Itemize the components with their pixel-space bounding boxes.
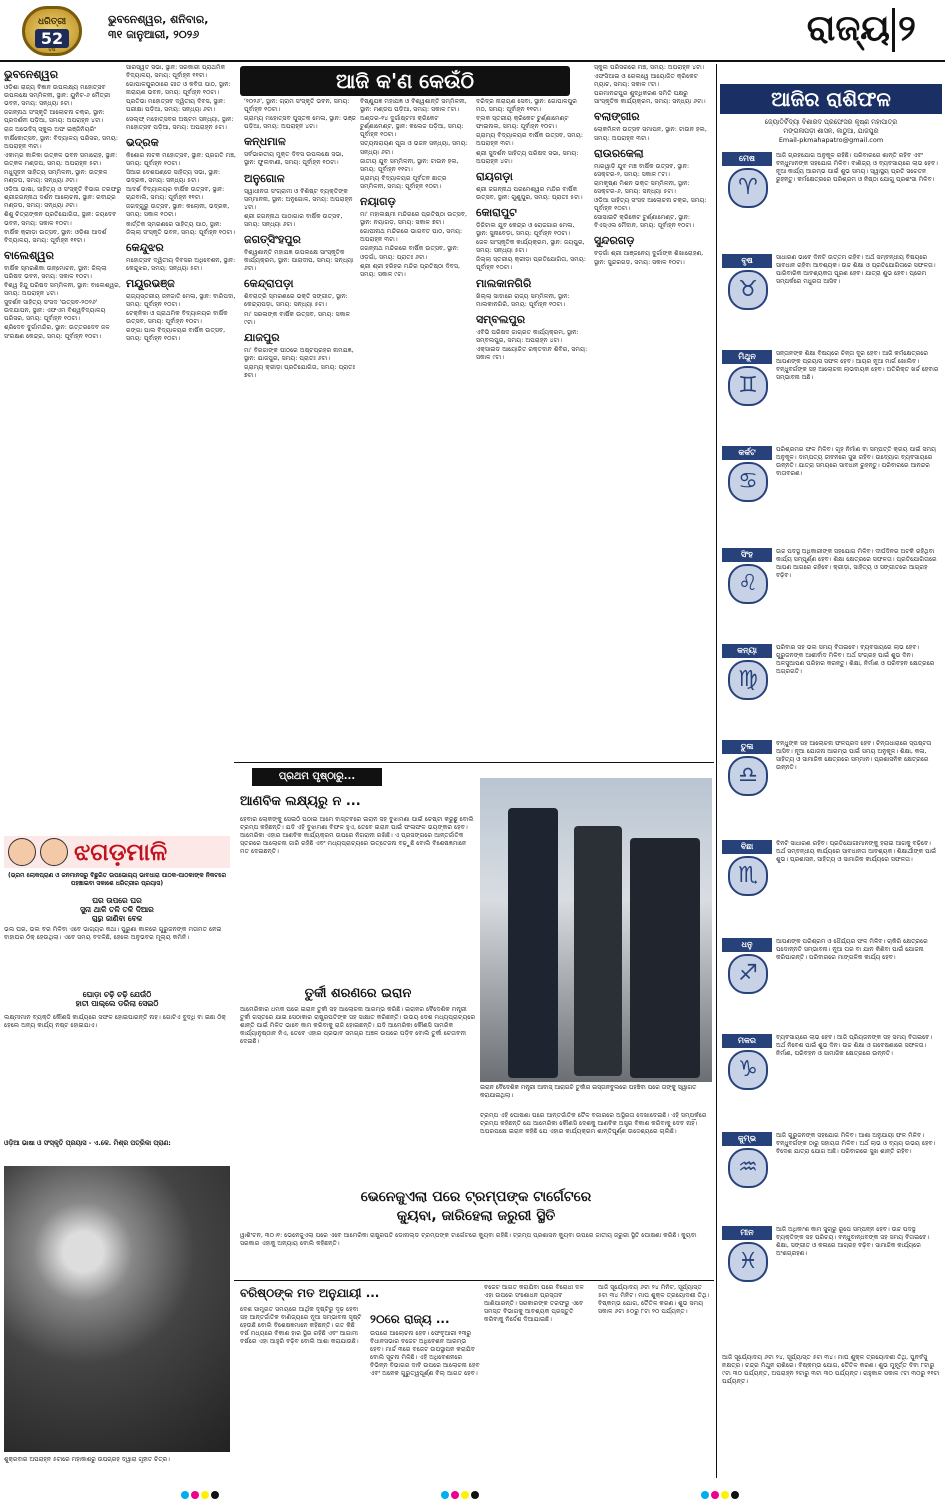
event-item: ଶ୍ରୀ ଜଗନ୍ନାଥ ପାଠାଗାର ବାର୍ଷିକ ଉତ୍ସବ, ସମୟ: ସନ୍ଧ୍ୟା ୬ଟା। <box>244 212 343 228</box>
event-item: ମାରୱାଡ଼ି ଯୁବ ମଞ୍ଚ ବାର୍ଷିକ ଉତ୍ସବ, ସ୍ଥାନ: ସେକ୍ଟର-୨, ସମୟ: ସକାଳ ୮ଟା। <box>594 162 690 178</box>
event-item: କାର୍ତ୍ତିକ ସ୍ମରଣରେ ସାହିତ୍ୟ ପାଠ, ସ୍ଥାନ: ଜିଲ୍ଲା ସଂସ୍କୃତି ଭବନ, ସମୟ: ପୂର୍ବାହ୍ନ ୧୦ଟା। <box>126 220 236 236</box>
event-item: ମା' ମହାଲକ୍ଷ୍ମୀ ମନ୍ଦିରରେ ପ୍ରତିଷ୍ଠା ଉତ୍ସବ, ସ୍ଥାନ: ନୟାଗଡ଼, ସମୟ: ସକାଳ ୭ଟା। <box>360 211 468 227</box>
horoscope-sign <box>722 938 942 1030</box>
face-icon <box>40 838 68 866</box>
event-item: ଶ୍ରୀ ଶ୍ରୀ ହରିହର ମନ୍ଦିର ପ୍ରତିଷ୍ଠା ଦିବସ, ସମୟ: ସକାଳ ୯ଟା। <box>360 262 461 278</box>
event-item: ଶ୍ରିଦେବ ଦୁର୍ଗାମନ୍ଦିର, ସ୍ଥାନ: ଉତ୍ତରଦେବ ଜଳ ସଂରକ୍ଷଣ କେନ୍ଦ୍ର, ସମୟ: ପୂର୍ବାହ୍ନ ୧୦ଟା। <box>4 324 110 340</box>
sign-forecast: ସାଧାରଣ ଭାବେ ଦିନଟି ଉତ୍ତମ ରହିବ। ଅର୍ଥ ସମ୍ବନ୍ଧୀୟ ବିଷୟରେ ସାବଧାନ ରହିବା ଆବଶ୍ୟକ। ଉଚ୍ଚ ଶିକ୍ଷା ଓ ପ୍ରତିଯୋଗିତାରେ ସଫଳତା। ପାରିବାରିକ ଆବଶ୍ୟକତା ପୂରଣ ହେବ। ଯାତ୍ରା ଶୁଭ ହେବ। ପ୍ରେମ ସମ୍ପର୍କରେ ମଧୁରତା ଆସିବ। <box>776 254 936 285</box>
article-cuba: ୱାଶିଂଟନ, ୩୦।୧: ଭେନେଜୁଏଲା ପରେ ଏବେ ଆମେରିକା ରାଷ୍ଟ୍ରପତି ଡୋନାଲ୍ଡ ଟ୍ରମ୍ପଙ୍କ ଟାର୍ଗେଟରେ କ୍ୟୁବା ରହିଛି। ଟ୍ରମ୍ପ ପ୍ରଶାସନ କ୍ୟୁବା ଉପରେ ଜାତୀୟ ଜରୁରୀ ସ୍ଥିତି ଘୋଷଣା କରିଛି। କ୍ୟୁବା ସରକାର ଏହାକୁ ଅନ୍ୟାୟ ବୋଲି କହିଛନ୍ତି। <box>240 1232 697 1248</box>
district-heading: କେନ୍ଦୁଝର <box>126 240 164 254</box>
events-column-4 <box>360 98 472 758</box>
event-item: ରାଜ ଅଭେଦିସ୍ ସ୍କୁଲ ଅଫ ଇଞ୍ଜିନିୟରିଂ ବାର୍ଷିକୋତ୍ସବ, ସ୍ଥାନ: ବିଦ୍ୟାଳୟ ପରିସର, ସମୟ: ଅପରାହ୍ନ ୩ଟା। <box>4 126 118 150</box>
event-item: ବାର୍ଷିକ ସ୍ମରଣିକା ଉନ୍ମୋଚନ, ସ୍ଥାନ: ଜିଲ୍ଲା ପରିଷଦ ଭବନ, ସମୟ: ସକାଳ ୧୦ଟା। <box>4 264 107 280</box>
horoscope-sign <box>722 350 942 442</box>
event-item: ବିଷ୍ଣୁଯଜ୍ଞ ମହାଯଜ୍ଞ ଓ ବିଶ୍ୱଶାନ୍ତି ସମ୍ମିଳନୀ, ସ୍ଥାନ: ମଣ୍ଡପ ପଡ଼ିଆ, ସମୟ: ସକାଳ ୮ଟା। <box>360 98 467 114</box>
sign-forecast: ବନ୍ଧୁଙ୍କ ସହ ଆଲୋଚନା ଫଳପ୍ରଦ ହେବ। ଚିନ୍ତାଧାରାରେ ସ୍ପଷ୍ଟତା ଆସିବ। ନୂଆ ଯୋଜନା ଆରମ୍ଭ ପାଇଁ ସମୟ ଅନୁକୂଳ। ଶିକ୍ଷା, କଳା, ସାହିତ୍ୟ ଓ ସାମାଜିକ କ୍ଷେତ୍ରରେ ସମ୍ମାନ। ପ୍ରଶାସନିକ କ୍ଷେତ୍ରରେ ଉନ୍ନତି। <box>776 740 932 771</box>
page-separator <box>892 8 895 52</box>
event-item: ଜିଲ୍ଲା ସ୍ତରୀୟ କ୍ରୀଡ଼ା ପ୍ରତିଯୋଗିତା, ସମୟ: ପୂର୍ବାହ୍ନ ୧୦ଟା। <box>476 256 586 272</box>
event-item: ଗ୍ରାମ୍ୟ ବିଦ୍ୟାଳୟର ପୂର୍ବତନ ଛାତ୍ର ସମ୍ମିଳନୀ, ସମୟ: ପୂର୍ବାହ୍ନ ୧୦ଟା। <box>360 174 447 190</box>
sign-name: ମୀନ <box>722 1226 772 1240</box>
event-item: ଶ୍ରୀ ଜଗନ୍ନାଥ ପରମେଶ୍ୱର ମନ୍ଦିର ବାର୍ଷିକ ଉତ୍ସବ, ସ୍ଥାନ: ଗୁଣୁପୁର, ସମୟ: ପ୍ରାତଃ ୫ଟା। <box>476 185 583 201</box>
event-item: ଅଣ୍ଡର-୧୪ ଦୁର୍ଗାଷ୍ଟମୀ କ୍ରିକେଟ ଟୁର୍ଣ୍ଣାମେଣ୍ଟ, ସ୍ଥାନ: କଲେଜ ପଡ଼ିଆ, ସମୟ: ପୂର୍ବାହ୍ନ ୧୦ଟା। <box>360 115 464 139</box>
news-photo <box>480 778 712 1082</box>
sign-forecast: ଆଜି ଗ୍ରହଯୋଗ ଅନୁକୂଳ ରହିଛି। ପରିବାରରେ ଶାନ୍ତି ରହିବ ଏବଂ ବନ୍ଧୁମାନଙ୍କ ସହଯୋଗ ମିଳିବ। ବାଣିଜ୍ୟ ଓ ବ୍ୟବସାୟରେ ଲାଭ ହେବ। ନୂଆ କାର୍ଯ୍ୟ ଆରମ୍ଭ ପାଇଁ ଶୁଭ ସମୟ। ସ୍ୱାସ୍ଥ୍ୟ ପ୍ରତି ସଚେତନ ରୁହନ୍ତୁ। କର୍ମକ୍ଷେତ୍ରରେ ପରିଶ୍ରମ ଓ ନିଷ୍ଠା ଯୋଗୁ ପ୍ରଶଂସା ମିଳିବ। <box>776 152 938 183</box>
article-turkey: ଆମେରିକାର ଧମକ ପରେ ଇରାନ ତୁର୍କୀ ସହ ଆଲୋଚନା ଆରମ୍ଭ କରିଛି। ଇରାନର ବୈଦେଶିକ ମନ୍ତ୍ରୀ ତୁର୍କୀ ଗସ୍ତରେ ଯାଇ ସେଠାକାର ରାଷ୍ଟ୍ରପତିଙ୍କ ସହ ସାକ୍ଷାତ କରିଛନ୍ତି। ଉଭୟ ଦେଶ ମଧ୍ୟପ୍ରାଚ୍ୟରେ ଶାନ୍ତି ପାଇଁ ମିଳିତ ଭାବେ କାମ କରିବାକୁ ରାଜି ହୋଇଛନ୍ତି। ଯଦି ଆମେରିକା କୌଣସି ସାମରିକ କାର୍ଯ୍ୟାନୁଷ୍ଠାନ ନିଏ, ତେବେ ଏହାର ପ୍ରଭାବ ସମଗ୍ର ଅଞ୍ଚଳ ଉପରେ ପଡ଼ିବ ବୋଲି ତୁର୍କୀ ଚେତାବନୀ ଦେଇଛି। <box>240 1006 476 1046</box>
article-almanac: ଆଜି ସୂର୍ଯ୍ୟୋଦୟ ୬ଟା ୨୪ ମିନିଟ, ସୂର୍ଯ୍ୟାସ୍ତ ୫ଟା ୩୪ ମିନିଟ। ମାଘ ଶୁକ୍ଳ ତ୍ରୟୋଦଶୀ ତିଥି। ବିଷ୍କମ୍ଭ ଯୋଗ, ତୈତିଳ କରଣ। ଶୁଭ ସମୟ ସକାଳ ୬ଟା ୫୦ରୁ ୮ଟା ୨୦ ପର୍ଯ୍ୟନ୍ତ। <box>598 1284 710 1316</box>
logo-sub: ବର୍ଷ <box>48 47 56 53</box>
event-item: ସତ୍ୟନାରାୟଣ ପୂଜା ଓ ଭଜନ ସନ୍ଧ୍ୟା, ସମୟ: ସନ୍ଧ୍ୟା ୬ଟା। <box>360 140 468 156</box>
event-item: ଜାତୀୟ ଯୁବ ସମ୍ମିଳନୀ, ସ୍ଥାନ: ଟାଉନ ହଲ, ସମୟ: ପୂର୍ବାହ୍ନ ୧୧ଟା। <box>360 157 459 173</box>
comic-verse-2: ଘୋଡ଼ା ଚଢ଼ି ଚଢ଼ି ଯେଉଁଠି ହାତୀ ପାଲ୍ଲେ ଡରିଲା ସେଇଠି <box>75 990 159 1008</box>
event-item: ଜଗନ୍ନାଥ ମନ୍ଦିରରେ ବାର୍ଷିକ ଉତ୍ସବ, ସ୍ଥାନ: ଓଡ଼ଗାଁ, ସମୟ: ପ୍ରାତଃ ୬ଟା। <box>360 245 459 261</box>
district-heading: ସମ୍ବଲପୁର <box>476 312 526 326</box>
zodiac-icon: ♌ <box>728 564 768 604</box>
horoscope-title: ଆଜିର ରାଶିଫଳ <box>720 84 942 114</box>
event-item: ପରମାନନ୍ଦପୁର ଶୁଦ୍ଧିକରଣ ସମିତି ପକ୍ଷରୁ ସାଂସ୍କୃତିକ କାର୍ଯ୍ୟକ୍ରମ, ସମୟ: ସନ୍ଧ୍ୟା ୬ଟା। <box>594 90 706 106</box>
sign-forecast: ଆପଣଙ୍କ ପରିଶ୍ରମ ଓ ଧୈର୍ଯ୍ୟର ଫଳ ମିଳିବ। ଚାକିରି କ୍ଷେତ୍ରରେ ପଦୋନ୍ନତି ସମ୍ଭାବନା। ନୂଆ ଘର ବା ଯାନ କିଣିବା ପାଇଁ ଯୋଜନା କରିପାରନ୍ତି। ପରିବାରରେ ମାଙ୍ଗଳିକ କାର୍ଯ୍ୟ ହେବ। <box>776 938 928 961</box>
sign-forecast: ଆଜି ଅଧିକାଂଶ କାମ ସୁଚାରୁ ରୂପେ ସମ୍ପନ୍ନ ହେବ। ଉଚ୍ଚ ପଦସ୍ଥ ବ୍ୟକ୍ତିଙ୍କ ସହ ପରିଚୟ। ବନ୍ଧୁବାନ୍ଧବଙ୍କ ସହ ସମୟ ବିତାଇବେ। ଶିକ୍ଷା, ସଙ୍ଗୀତ ଓ କଳାରେ ଆଗ୍ରହ ବଢ଼ିବ। ସାମାଜିକ କାର୍ଯ୍ୟରେ ଅଂଶଗ୍ରହଣ। <box>776 1226 930 1257</box>
district-heading: ମାଲକାନଗିରି <box>476 276 532 290</box>
satellite-image <box>4 1166 230 1452</box>
event-item: ଗୋପୀନାଥ ମନ୍ଦିରରେ ଭାଗବତ ପାଠ, ସମୟ: ଅପରାହ୍ନ ୩ଟା। <box>360 228 463 244</box>
events-column-6 <box>594 64 712 758</box>
satellite-caption: ଶୁକ୍ରବାର ଅପରାହ୍ନ ୫ଟାରେ ମହାକାଶରୁ ଉପଗ୍ରହ ଦ୍ୱାରା ଗୃହୀତ ଚିତ୍ର। <box>4 1456 170 1463</box>
comic-body-2: ଲକ୍ଷ୍ମୀମାନ ବ୍ୟକ୍ତି କୌଣସି କାର୍ଯ୍ୟରେ ସଫଳ ହୋଇପାରନ୍ତି ନାହିଁ। ଗୋଟିଏ ବୁଦ୍ଧି ବା ଇଛା ଠିକ୍ ହେଲେ ଅନ୍ୟ କାର୍ଯ୍ୟ ନଷ୍ଟ ହୋଇଯାଏ। <box>4 1014 226 1030</box>
event-item: ସର୍ବଭାରତୀୟ ମୁକ୍ତ ଦିବସ ଉପଲକ୍ଷେ ସଭା, ସ୍ଥାନ: ଫୁଲବାଣୀ, ସମୟ: ପୂର୍ବାହ୍ନ ୧୦ଟା। <box>244 151 344 167</box>
event-item: ବିଶ୍ୱଶାନ୍ତି ମହାଯଜ୍ଞ ଉପଲକ୍ଷେ ସାଂସ୍କୃତିକ କାର୍ଯ୍ୟକ୍ରମ, ସ୍ଥାନ: ପାରାଦୀପ, ସମୟ: ସନ୍ଧ୍ୟା ୬ଟା। <box>244 249 354 273</box>
event-item: ଶିଶୁ ଚିତ୍ରାଙ୍କନ ପ୍ରତିଯୋଗିତା, ସ୍ଥାନ: ଜୟଦେବ ଭବନ, ସମୟ: ସକାଳ ୧୦ଟା। <box>4 211 117 227</box>
event-item: ଏଫସିଆଇ ଓ ରେଲୱେ ଆୟୋଜିତ କ୍ରିକେଟ ମ୍ୟାଚ, ସମୟ: ସକାଳ ୯ଟା। <box>594 73 699 89</box>
district-heading: ଜଗତ୍‌ସିଂହପୁର <box>244 233 301 247</box>
sign-name: ବିଛା <box>722 840 772 854</box>
comic-title: ଝଗଡ଼ମାଳି <box>74 838 168 866</box>
district-heading: କନ୍ଧମାଳ <box>244 135 286 149</box>
events-column-3 <box>244 98 356 758</box>
sign-name: ମକର <box>722 1034 772 1048</box>
horoscope-sign <box>722 254 942 346</box>
sign-forecast: ପରିଶ୍ରମର ଫଳ ମିଳିବ। ଗୃହ ନିର୍ମାଣ ବା ସମ୍ପତ୍ତି କ୍ରୟ ପାଇଁ ସମୟ ଅନୁକୂଳ। ଦାମ୍ପତ୍ୟ ଜୀବନରେ ସୁଖ ରହିବ। ଉଦ୍ୟୋଗ ବ୍ୟବସାୟରେ ଉନ୍ନତି। ଯାତ୍ରା ସମୟରେ ସାବଧାନ ରୁହନ୍ତୁ। ପରିବାରରେ ଆନନ୍ଦର ବାତାବରଣ। <box>776 446 937 477</box>
event-item: ସ୍କୁଲ ପରିସରରେ ମଞ୍ଚ, ସମୟ: ଅପରାହ୍ନ ୪ଟା। <box>594 64 705 71</box>
sign-forecast: ଦିନଟି ସାଧାରଣ ରହିବ। ପ୍ରତିଯୋଗୀମାନଙ୍କୁ ହରାଇ ଆଗକୁ ବଢ଼ିବେ। ଅର୍ଥ ସମ୍ବନ୍ଧୀୟ କାର୍ଯ୍ୟରେ ସାବଧାନତା ଆବଶ୍ୟକ। ଶିକ୍ଷାର୍ଥୀଙ୍କ ପାଇଁ ଶୁଭ। ପ୍ରଶାସନ, ସାହିତ୍ୟ ଓ ସାମାଜିକ କାର୍ଯ୍ୟରେ ସଫଳତା। <box>776 840 937 863</box>
zodiac-icon: ♈ <box>728 168 768 208</box>
horoscope-author: ଜ୍ୟୋତିର୍ବିଦ୍ୟା ବିଶାରଦ ପ୍ରଫେସର କୃଷ୍ଣ ମହାପାତ୍ର ମଙ୍ଗଳାପଡ଼ୀ ଶାସନ, କାଠୁଆ, ଯାଜପୁର Email-pkmahapatro@gmail.com <box>764 118 898 144</box>
district-heading: ବାଲେଶ୍ୱର <box>4 248 54 262</box>
district-heading: ସୁନ୍ଦରଗଡ଼ <box>594 234 635 248</box>
event-item: ଟେକ୍ନିକା ଓ ପ୍ରାଥମିକ ବିଦ୍ୟାଳୟର ବାର୍ଷିକ ଉତ୍ସବ, ସମୟ: ପୂର୍ବାହ୍ନ ୧୦ଟା। <box>126 310 228 326</box>
photo-caption: ଇରାନ ବୈଦେଶିକ ମନ୍ତ୍ରୀ ଆବାସ୍ ଆରାଗଚି ତୁର୍କୀର ଇସ୍ତାନବୁଲରେ ପହଞ୍ଚିବା ପରେ ତାଙ୍କୁ ସ୍ୱାଗତ କରାଯାଇଥିଲା। <box>480 1084 697 1099</box>
event-item: ଖିଲ୍ଲା ସାଦାରେ ରାଜ୍ୟ ସମ୍ମିଳନୀ, ସ୍ଥାନ: ମାଲକାନଗିରି, ସମୟ: ପୂର୍ବାହ୍ନ ୧୦ଟା। <box>476 292 570 308</box>
section-rule <box>234 1280 714 1281</box>
event-item: ମା' ବିରଜାଙ୍କ ପୀଠରେ ଅଷ୍ଟପ୍ରହର ନାମଯଜ୍ଞ, ସ୍ଥାନ: ଯାଜପୁର, ସମୟ: ପ୍ରାତଃ ୬ଟା। <box>244 346 354 362</box>
event-item: ଶିବରାତ୍ରି ସ୍ମରଣରେ ଭକ୍ତି ସଙ୍ଗୀତ, ସ୍ଥାନ: କେନ୍ଦ୍ରାପଡ଼ା, ସମୟ: ସନ୍ଧ୍ୟା ୫ଟା। <box>244 293 348 309</box>
sign-forecast: ଆଜି ଗୁରୁଜନଙ୍କ ସହଯୋଗ ମିଳିବ। ଆଶା ଅନୁଯାୟୀ ଫଳ ମିଳିବ। ବନ୍ଧୁବର୍ଗଙ୍କ ଠାରୁ ସହାୟତା ମିଳିବ। ଅର୍ଥ ଲାଭ ଓ ବ୍ୟୟ ଉଭୟ ହେବ। ବିଦେଶ ଯାତ୍ରା ଯୋଗ ଅଛି। ପରିବାରରେ ସୁଖ ଶାନ୍ତି ରହିବ। <box>776 1132 936 1155</box>
article-continued: ଟ୍ରମ୍ପ ଏହି ଘୋଷଣା ପରେ ଆନ୍ତର୍ଜାତିକ ତୈଳ ବଜାରରେ ଅସ୍ଥିରତା ଦେଖାଦେଇଛି। ଏହି ସମ୍ପର୍କରେ ଟ୍ରମ୍ପ କହିଛନ୍ତି ଯେ ଆମେରିକା କୌଣସି ଦେଶକୁ ଆଣବିକ ଅସ୍ତ୍ର ବିକାଶ କରିବାକୁ ଦେବ ନାହିଁ। ଅପରପକ୍ଷେ ଇରାନ କହିଛି ଯେ ଏହାର କାର୍ଯ୍ୟକ୍ରମ ଶାନ୍ତିପୂର୍ଣ୍ଣ ଉଦ୍ଦେଶ୍ୟରେ ଚାଲିଛି। <box>480 1112 707 1136</box>
events-column-1 <box>4 64 122 824</box>
comic-body: ଭଲ ଘର, ଭଲ ବର ମିଳିବା ଏବେ ଭାଗ୍ୟର କଥା। ପୁରୁଣା କାଳରେ ଗୁରୁଜନଙ୍କ ମତାମତ ନେଇ ବାହାଘର ଠିକ୍ ହେଉଥିଲା। ଏବେ ସମୟ ବଦଳିଛି, ହେଲେ ଅନୁଭବର ମୂଲ୍ୟ କମିନି। <box>4 926 222 942</box>
color-registration-marks <box>700 1484 760 1496</box>
section-rule <box>234 762 714 763</box>
sign-forecast: ସନ୍ତାନଙ୍କ ଶିକ୍ଷା ବିଷୟରେ ଚିନ୍ତା ଦୂର ହେବ। ଆଜି କର୍ମକ୍ଷେତ୍ରରେ ଆପଣଙ୍କ ପ୍ରୟାସ ସଫଳ ହେବ। ଆୟର ନୂଆ ମାର୍ଗ ଖୋଲିବ। ବନ୍ଧୁବର୍ଗଙ୍କ ସହ ଆଲୋଚନା ଲାଭଦାୟକ ହେବ। ଅତିରିକ୍ତ ଖର୍ଚ୍ଚ ହେବାର ସମ୍ଭାବନା ଅଛି। <box>776 350 939 381</box>
article-state: ଉପରେ ଆଲୋଚନା ହେବ। ଫେବୃଆରୀ ୧୩ରୁ ବିଧାନସଭାର ବଜେଟ ଅଧିବେଶନ ଆରମ୍ଭ ହେବ। ମାର୍ଚ୍ଚ ୩ରେ ବଜେଟ ଉପସ୍ଥାପନ କରାଯିବ ବୋଲି ସୂଚନା ମିଳିଛି। ଏହି ଅଧିବେଶନରେ ବିଭିନ୍ନ ବିଭାଗର ଦାବି ଉପରେ ଆଲୋଚନା ହେବ ଏବଂ ଅନେକ ଗୁରୁତ୍ୱପୂର୍ଣ୍ଣ ବିଲ୍ ଆଗତ ହେବ। <box>370 1330 480 1378</box>
event-item: ମହୋତ୍ସବ ଦ୍ୱିତୀୟ ଦିବସର ଅଧିବେଶନ, ସ୍ଥାନ: କେନ୍ଦୁଝର, ସମୟ: ସନ୍ଧ୍ୟା ୫ଟା। <box>126 256 236 272</box>
article-nuclear: ହେବାର ଲୋକଙ୍କୁ ସେଇଠି ପଠାଇ ଆମେ ବାସ୍ତବରେ ଇରାନ ସହ ବୁଝାମଣା ପାଇଁ ଚେଷ୍ଟା କରୁଛୁ ବୋଲି ଟ୍ରମ୍ପ କହିଛନ୍ତି। ଯଦି ଏହି ବୁଝାମଣା ବିଫଳ ହୁଏ, ତେବେ ଇରାନ ପାଇଁ ଫଳାଫଳ ଭୟଙ୍କର ହେବ। ଆମେରିକା ଏହାର ଆଣବିକ କାର୍ଯ୍ୟକ୍ରମ ଉପରେ ନିଗରାନୀ ରଖିଛି। ଏ ପ୍ରସଙ୍ଗରେ ଆନ୍ତର୍ଜାତିକ ସ୍ତରରେ ଆଲୋଚନା ଜାରି ରହିଛି ଏବଂ ମଧ୍ୟପ୍ରାଚ୍ୟରେ ଉତ୍ତେଜନା ବଢ଼ୁଛି ବୋଲି ବିଶେଷଜ୍ଞମାନେ ମତ ଦେଇଛନ୍ତି। <box>240 816 474 856</box>
horoscope-sign <box>722 152 942 244</box>
date-line-1: ଭୁବନେଶ୍ୱର, ଶନିବାର, <box>108 13 209 26</box>
sign-name: କର୍କଟ <box>722 446 772 460</box>
event-item: ଗ୍ରାମ୍ୟ କ୍ରୀଡ଼ା ପ୍ରତିଯୋଗିତା, ସମୟ: ପ୍ରାତଃ ୭ଟା। <box>244 363 355 379</box>
event-item: ଏକ୍ସାଇଡ ଆୟୋଜିତ ରକ୍ତଦାନ ଶିବିର, ସମୟ: ସକାଳ ୯ଟା। <box>476 345 588 361</box>
events-title: ଆଜି କ'ଣ କେଉଁଠି <box>240 66 570 96</box>
event-item: ସ୍ୱାଧୀନତା ସଂଗ୍ରାମୀ ଓ ବିଶିଷ୍ଟ ବ୍ୟକ୍ତିଙ୍କ ସମ୍ମାନନା, ସ୍ଥାନ: ଅନୁଗୋଳ, ସମୟ: ଅପରାହ୍ନ ୪ଟା। <box>244 187 353 211</box>
face-icon <box>8 838 36 866</box>
zodiac-icon: ♋ <box>728 462 768 502</box>
event-item: ଗ୍ରାମ୍ୟ ବିଦ୍ୟାଳୟର ବାର୍ଷିକ ଉତ୍ସବ, ସମୟ: ଅପରାହ୍ନ ୩ଟା। <box>476 132 583 148</box>
district-heading: ନୟାଗଡ଼ <box>360 195 396 209</box>
zodiac-icon: ♐ <box>728 954 768 994</box>
district-heading: ଭୁବନେଶ୍ୱର <box>4 68 59 81</box>
event-item: ଜଗଦ୍ଗୁରୁ ଉତ୍ସବ, ସ୍ଥାନ: କଲୋନୀ, ଭଦ୍ରକ, ସମୟ: ସକାଳ ୧୦ଟା। <box>126 203 230 219</box>
comic-credit: ଓଡ଼ିଆ ଭାଷା ଓ ସଂସ୍କୃତି ପ୍ରୟାସ - ଏ.କେ. ମିଶ୍ର ପତ୍ରିକା ପ୍ରାଣ: <box>4 1139 171 1147</box>
comic-verse: ଘର ଉପରେ ଘର ସୁନା ଥାଳି ତଳି ତଳି ଦିଆର ଗୁରୁ ଜାଣିବା ବେଳ <box>80 896 154 922</box>
event-item: ରାମକୃଷ୍ଣ ମିଶନ ଭକ୍ତ ସମ୍ମିଳନୀ, ସ୍ଥାନ: ସେକ୍ଟର-୬, ସମୟ: ସନ୍ଧ୍ୟା ୫ଟା। <box>594 179 690 195</box>
horoscope-footer: ଆଜି ସୂର୍ଯ୍ୟୋଦୟ ୬ଟା ୨୪, ସୂର୍ଯ୍ୟାସ୍ତ ୫ଟା ୩୪। ମାଘ ଶୁକ୍ଳ ତ୍ରୟୋଦଶୀ ତିଥି, ପୁନର୍ବସୁ ନକ୍ଷତ୍ର। ଚନ୍ଦ୍ର ମିଥୁନ ରାଶିରେ। ବିଷ୍କମ୍ଭ ଯୋଗ, ତୈତିଳ କରଣ। ଶୁଭ ମୁହୂର୍ତ୍ତ ଦିବା ୮ଟାରୁ ୯ଟା ୩୦ ପର୍ଯ୍ୟନ୍ତ, ଅପରାହ୍ନ ୨ଟାରୁ ୩ଟା ୩୦ ପର୍ଯ୍ୟନ୍ତ। ରାହୁକାଳ ସକାଳ ୯ଟା ୩୦ରୁ ୧୧ଟା ପର୍ଯ୍ୟନ୍ତ। <box>722 1354 940 1386</box>
event-item: ଓଡ଼ିଆ ସାହିତ୍ୟ ସଂସଦ ଆଲୋଚନା ଚକ୍ର, ସମୟ: ପୂର୍ବାହ୍ନ ୧୦ଟା। <box>594 197 707 213</box>
sign-name: କୁମ୍ଭ <box>722 1132 772 1146</box>
district-heading: ଅନୁଗୋଳ <box>244 171 285 185</box>
event-item: ସେଲ୍ଫ୍ ମହୋତ୍ସବର ଅଷ୍ଟମ ସନ୍ଧ୍ୟା, ସ୍ଥାନ: ମହୋତ୍ସବ ପଡ଼ିଆ, ସମୟ: ଅପରାହ୍ନ ୫ଟା। <box>126 115 234 131</box>
sign-name: ସିଂହ <box>722 548 772 562</box>
zodiac-icon: ♍ <box>728 660 768 700</box>
zodiac-icon: ♒ <box>728 1148 768 1188</box>
event-item: ରଙ୍ଗା ପାଲ ବିଦ୍ୟାଳୟର ବାର୍ଷିକ ଉତ୍ସବ, ସମୟ: ପୂର୍ବାହ୍ନ ୧୦ଟା। <box>126 327 226 343</box>
event-item: ସୁଦର୍ଶନ ସାହିତ୍ୟ ସଂସଦ 'ଉତ୍ସବ-୨୦୨୬' ଉଦଯାପନ, ସ୍ଥାନ: ଏଫଏମ ବିଶ୍ୱବିଦ୍ୟାଳୟ ପରିସର, ସମୟ: ପୂର୍ବାହ୍ନ ୧୦ଟା। <box>4 299 106 323</box>
event-item: '୨୦୨୬', ସ୍ଥାନ: ଗ୍ରାମ ସଂସ୍କୃତି ଭବନ, ସମୟ: ପୂର୍ବାହ୍ନ ୧୦ଟା। <box>244 98 350 114</box>
horoscope-sign <box>722 446 942 538</box>
horoscope-sign <box>722 840 942 932</box>
horoscope-sign <box>722 740 942 832</box>
zodiac-icon: ♏ <box>728 856 768 896</box>
sign-forecast: ପରିବାର ସହ ଭଲ ସମୟ ବିତାଇବେ। ବ୍ୟବସାୟରେ ଲାଭ ହେବ। ଗୁରୁଜନଙ୍କ ଆଶୀର୍ବାଦ ମିଳିବ। ଅର୍ଥ ସଂଗ୍ରହ ପାଇଁ ଶୁଭ ଦିନ। ଅଳସୁଆପଣ ପରିହାର କରନ୍ତୁ। ଶିକ୍ଷା, ନିର୍ମାଣ ଓ ପରିବହନ କ୍ଷେତ୍ରରେ ଅଗ୍ରଗତି। <box>776 644 935 675</box>
headline-turkey: ତୁର୍କୀ ଶରଣରେ ଇରାନ <box>304 986 412 1001</box>
event-item: ରାଜ୍ୟସ୍ତରୀୟ ଜନଜାତି ମେଳା, ସ୍ଥାନ: ବାରିପଦା, ସମୟ: ପୂର୍ବାହ୍ନ ୧୦ଟା। <box>126 292 236 308</box>
event-item: ଆଦର୍ଶ ବିଦ୍ୟାଳୟର ବାର୍ଷିକ ଉତ୍ସବ, ସ୍ଥାନ: ଚାନ୍ଦବାଲି, ସମୟ: ପୂର୍ବାହ୍ନ ୧୧ଟା। <box>126 186 225 202</box>
sign-name: ମିଥୁନ <box>722 350 772 364</box>
sign-forecast: ଉଚ୍ଚ ପଦସ୍ଥ ଅଧିକାରୀଙ୍କ ସହଯୋଗ ମିଳିବ। ଦୀର୍ଘଦିନର ଅଟକି ରହିଥିବା କାର୍ଯ୍ୟ ସମ୍ପୂର୍ଣ୍ଣ ହେବ। ଶିକ୍ଷା କ୍ଷେତ୍ରରେ ସଫଳତା। ପ୍ରତିଯୋଗିତାରେ ଆପଣ ଆଗରେ ରହିବେ। କ୍ରୀଡ଼ା, ସାହିତ୍ୟ ଓ ସଙ୍ଗୀତରେ ଆଗ୍ରହ ବଢ଼ିବ। <box>776 548 937 579</box>
event-item: ଜଗନ୍ନାଥ ସଂସ୍କୃତି ଆଲୋଚନା ଚକ୍ର, ସ୍ଥାନ: ପ୍ରଦର୍ଶନୀ ପଡ଼ିଆ, ସମୟ: ଅପରାହ୍ନ ୪ଟା। <box>4 109 105 125</box>
event-item: ଦରିଦ୍ର ନାରାୟଣ ସେବା, ସ୍ଥାନ: ଗୋପାଳପୁର ମଠ, ସମୟ: ପୂର୍ବାହ୍ନ ୧୧ଟା। <box>476 98 577 114</box>
event-item: ଏବିଭି ପରିଷଦ ଜାଗ୍ରତ କାର୍ଯ୍ୟକ୍ରମ, ସ୍ଥାନ: ସମ୍ବଲପୁର, ସମୟ: ଅପରାହ୍ନ ୪ଟା। <box>476 328 579 344</box>
page-number: ୨ <box>898 8 916 49</box>
person-figure <box>508 808 558 1078</box>
sign-name: କନ୍ୟା <box>722 644 772 658</box>
front-page-tag: ପ୍ରଥମ ପୃଷ୍ଠାରୁ... <box>252 768 382 786</box>
event-item: ମଧୁସୂଦନ ସାହିତ୍ୟ ସମ୍ମିଳନୀ, ସ୍ଥାନ: ଉତ୍କଳ ମଣ୍ଡପ, ସମୟ: ସନ୍ଧ୍ୟା ୬ଟା। <box>4 168 108 185</box>
zodiac-icon: ♉ <box>728 270 768 310</box>
event-item: ସୋସାଇଟି କ୍ରିକେଟ ଟୁର୍ଣ୍ଣାମେଣ୍ଟ, ସ୍ଥାନ: ବିଏସ୍ଏଲ ମୈଦାନ, ସମୟ: ପୂର୍ବାହ୍ନ ୧୦ଟା। <box>594 214 694 230</box>
event-item: କିଶୋର ନାଟକ ମହୋତ୍ସବ, ସ୍ଥାନ: ପ୍ରଗତି ମଞ୍ଚ, ସମୟ: ପୂର୍ବାହ୍ନ ୧୦ଟା। <box>126 151 236 167</box>
comic-banner <box>4 836 230 868</box>
sign-name: ବୃଷ <box>722 254 772 268</box>
event-item: ଜେଳ ସାଂସ୍କୃତିକ କାର୍ଯ୍ୟକ୍ରମ, ସ୍ଥାନ: ଜୟପୁର, ସମୟ: ସନ୍ଧ୍ୟା ୫ଟା। <box>476 239 585 255</box>
zodiac-icon: ♑ <box>728 1050 768 1090</box>
sign-forecast: ବ୍ୟବସାୟରେ ଲାଭ ହେବ। ଆଜି ପ୍ରିୟଜନଙ୍କ ସହ ସମୟ ବିତାଇବେ। ଅର୍ଥ ନିବେଶ ପାଇଁ ଶୁଭ ଦିନ। ଉଚ୍ଚ ଶିକ୍ଷା ଓ ଗବେଷଣାରେ ସଫଳତା। ନିର୍ମାଣ, ପରିବହନ ଓ ସାମାଜିକ କ୍ଷେତ୍ରରେ ଉନ୍ନତି। <box>776 1034 933 1057</box>
color-registration-marks <box>440 1484 500 1496</box>
person-figure <box>630 838 700 1078</box>
event-item: ଏକାମ୍ର କାଳିକା ଉତ୍କଳ ଭବନ ସମାରୋହ, ସ୍ଥାନ: ଉତ୍କଳ ମଣ୍ଡପ, ସମୟ: ଅପରାହ୍ନ ୫ଟା। <box>4 151 118 167</box>
comic-subtitle: (ଭ୍ରମ ଲୋକପ୍ରାଣ ଓ ଜନମାନସରୁ ବିଛୁରିତ ଉପଭୋଗ୍ୟ ଭାବଧାରା ପାଠକ-ପାଠକାଙ୍କ ନିକଟରେ ପହଞ୍ଚାଇବା ସକାଶେ ଧରିତ୍ରୀର ପ୍ରୟାସ) <box>7 872 226 887</box>
horoscope-sign <box>722 1034 942 1126</box>
event-item: ଗୋପାଳପୁରଠାରେ ଗୀତ ଓ କବିତା ପାଠ, ସ୍ଥାନ: ନାରାୟଣ ଭବନ, ସମୟ: ପୂର୍ବାହ୍ନ ୧୦ଟା। <box>126 81 231 97</box>
dateline <box>108 12 328 42</box>
headline-nuclear: ଆଣବିକ ଲକ୍ଷ୍ୟରୁ ନ ... <box>240 794 361 809</box>
events-column-5 <box>476 98 588 758</box>
article-budget: ବଜେଟ ଆଗତ କରାଯିବା ପରେ ବିରୋଧୀ ଦଳ ଏହା ଉପରେ ସଂଶୋଧନ ପ୍ରସ୍ତାବ ଆଣିପାରନ୍ତି। ସରକାରଙ୍କ ତରଫରୁ ଏବେ ସମସ୍ତ ବିଭାଗକୁ ଆବଶ୍ୟକ ପ୍ରସ୍ତୁତି କରିବାକୁ ନିର୍ଦ୍ଦେଶ ଦିଆଯାଇଛି। <box>484 1284 584 1324</box>
event-item: ବଡ଼ଗାଁ ଶ୍ରୀ ଆଞ୍ଜନେୟ ଦୁର୍ଗାଙ୍କ ଶିଖାରୋହଣ, ସ୍ଥାନ: ସୁନ୍ଦରଗଡ଼, ସମୟ: ସକାଳ ୧୦ଟା। <box>594 250 704 266</box>
district-heading: ଭଦ୍ରକ <box>126 135 159 149</box>
district-heading: ଯାଜପୁର <box>244 330 280 344</box>
event-item: ଶ୍ରୀ ସୁଦର୍ଶନ ସାହିତ୍ୟ ପରିଷଦ ସଭା, ସମୟ: ଅପରାହ୍ନ ୪ଟା। <box>476 149 579 165</box>
column-rule <box>716 64 717 1478</box>
anniversary-logo <box>22 6 82 56</box>
event-item: ଡିଜିଟାଲ ଯୁବ କେନ୍ଦ୍ର ଓ ରୋଜଗାର ମେଳା, ସ୍ଥାନ: ସୁନାବେଡ଼ା, ସମୟ: ପୂର୍ବାହ୍ନ ୧୦ଟା। <box>476 221 575 238</box>
event-item: ବାର୍ଷିକ କ୍ରୀଡ଼ା ଉତ୍ସବ, ସ୍ଥାନ: ଓଡ଼ିଶା ଆଦର୍ଶ ବିଦ୍ୟାଳୟ, ସମୟ: ପୂର୍ବାହ୍ନ ୧୧ଟା। <box>4 228 107 244</box>
article-seniors: ଦେଶ ସାମ୍ପ୍ରତ ସମୟରେ ଆର୍ଥିକ ଦୃଷ୍ଟିରୁ ଦୃଢ଼ ହେବା ସହ ଆନ୍ତର୍ଜାତିକ ବାଣିଜ୍ୟରେ ନୂଆ ସମ୍ଭାବନା ସୃଷ୍ଟି ହେଉଛି ବୋଲି ବିଶେଷଜ୍ଞମାନେ କହିଛନ୍ତି। ଗତ କିଛି ବର୍ଷ ମଧ୍ୟରେ ବିକାଶ ହାର ସ୍ଥିର ରହିଛି ଏବଂ ଆଗାମୀ ବର୍ଷରେ ଏହା ଆହୁରି ବଢ଼ିବ ବୋଲି ଆଶା କରାଯାଉଛି। <box>240 1306 362 1346</box>
sign-name: ତୁଳା <box>722 740 772 754</box>
person-figure <box>574 826 622 1076</box>
logo-text: ଧରିତ୍ରୀ <box>37 17 67 27</box>
horoscope-sign <box>722 548 942 640</box>
color-registration-marks <box>180 1484 240 1496</box>
headline-cuba: ଭେନେଜୁଏଲା ପରେ ଟ୍ରମ୍ପଙ୍କ ଟାର୍ଗେଟରେ କ୍ୟୁବା, ଜାରିହେଲା ଜରୁରୀ ସ୍ଥିତି <box>360 1189 592 1224</box>
sign-name: ମେଷ <box>722 152 772 166</box>
event-item: ମା' ସରଳାଙ୍କ ବାର୍ଷିକ ଉତ୍ସବ, ସମୟ: ସକାଳ ୯ଟା। <box>244 310 351 326</box>
district-heading: ମୟୂରଭଞ୍ଜ <box>126 276 175 290</box>
event-item: ଓଡ଼ିଆ ଭାଷା, ସାହିତ୍ୟ ଓ ସଂସ୍କୃତି ବିଭାଗ ତରଫରୁ ଶ୍ରୀଜଗନ୍ନାଥ ଦର୍ଶନ ଆଲୋଚନା, ସ୍ଥାନ: ରବୀନ୍ଦ୍ର ମଣ୍ଡପ, ସମୟ: ସନ୍ଧ୍ୟା ୬ଟା। <box>4 186 122 210</box>
event-item: ଓଡ଼ିଶା ରାଜ୍ୟ ବିଜ୍ଞାନ ଉପଲକ୍ଷ୍ୟ ମହୋତ୍ସବ ଉପଲକ୍ଷେ ସମ୍ମିଳନୀ, ସ୍ଥାନ: ୟୁନିଟ-୬ ମୈତ୍ରୀ ଭବନ, ସମୟ: ସନ୍ଧ୍ୟା ୫ଟା। <box>4 84 111 108</box>
headline-state: ୨୦ରେ ରାଜ୍ୟ ... <box>370 1312 450 1326</box>
event-item: ଲୋକମିଳନ ଉତ୍ସବ ସମାପନ, ସ୍ଥାନ: ଟାଉନ ହଲ, ସମୟ: ଅପରାହ୍ନ ୩ଟା। <box>594 126 707 142</box>
logo-years: 52 <box>35 29 69 48</box>
zodiac-icon: ♊ <box>728 366 768 406</box>
horoscope-sign <box>722 1132 942 1224</box>
headline-seniors: ବରିଷ୍ଠଙ୍କ ମତ ଅନୁଯାୟୀ ... <box>240 1286 380 1300</box>
event-item: ଗ୍ରାମ୍ୟ ମହୋତ୍ସବ ପୁସ୍ତକ ମେଳା, ସ୍ଥାନ: ଭଞ୍ଜ ପଡ଼ିଆ, ସମୟ: ଅପରାହ୍ନ ୪ଟା। <box>244 115 356 131</box>
district-heading: ରାଉରକେଲା <box>594 146 644 160</box>
events-column-2 <box>126 64 238 824</box>
zodiac-icon: ♓ <box>728 1242 768 1282</box>
event-item: ପ୍ରତିଭା ମହୋତ୍ସବ ଦ୍ୱିତୀୟ ଦିବସ, ସ୍ଥାନ: ପରୀକ୍ଷା ପଡ଼ିଆ, ସମୟ: ସନ୍ଧ୍ୟା ୬ଟା। <box>126 98 226 114</box>
district-heading: କେନ୍ଦ୍ରାପଡ଼ା <box>244 277 294 291</box>
sign-name: ଧନୁ <box>722 938 772 952</box>
zodiac-icon: ♎ <box>728 756 768 796</box>
horoscope-sign <box>722 1226 942 1318</box>
date-line-2: ୩୧ ଜାନୁଆରୀ, ୨୦୨୬ <box>108 28 200 41</box>
event-item: ସାରସ୍ୱତ ସଭା, ସ୍ଥାନ: ସରକାରୀ ପ୍ରାଥମିକ ବିଦ୍ୟାଳୟ, ସମୟ: ପୂର୍ବାହ୍ନ ୧୧ଟା। <box>126 64 226 80</box>
district-heading: କୋରାପୁଟ <box>476 205 517 219</box>
event-item: ସିଆର ଦେଶପଣ୍ଡେ ସାହିତ୍ୟ ସଭା, ସ୍ଥାନ: ଭଦ୍ରକ, ସମୟ: ସନ୍ଧ୍ୟା ୫ଟା। <box>126 168 221 185</box>
district-heading: ବଲାଙ୍ଗୀର <box>594 110 640 124</box>
district-heading: ରାୟଗଡ଼ା <box>476 169 513 183</box>
event-item: ବିଶ୍ୱ ହିନ୍ଦୁ ପରିଷଦ ସମ୍ମିଳନୀ, ସ୍ଥାନ: ବାଲେଶ୍ୱର, ସମୟ: ଅପରାହ୍ନ ୪ଟା। <box>4 281 121 298</box>
horoscope-sign <box>722 644 942 736</box>
section-name: ରାଜ୍ୟ <box>806 8 890 49</box>
event-item: ବ୍ଲକ ସ୍ତରୀୟ କ୍ରିକେଟ ଟୁର୍ଣ୍ଣାମେଣ୍ଟ ଫାଇନାଲ, ସମୟ: ପୂର୍ବାହ୍ନ ୧୦ଟା। <box>476 115 569 131</box>
